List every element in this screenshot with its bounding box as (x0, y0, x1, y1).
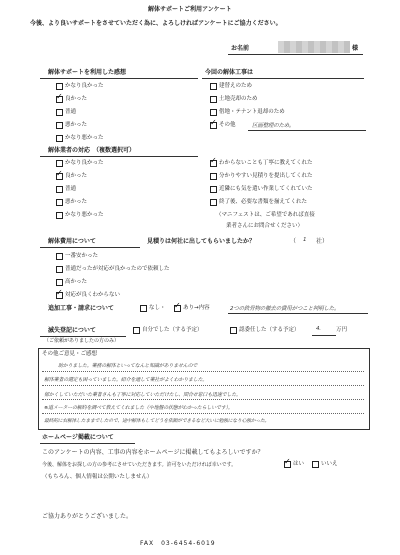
checkbox-checked[interactable] (56, 292, 63, 299)
opinion-heading: その他ご意見・ご感想 (42, 351, 98, 357)
contractor-rule (40, 156, 198, 157)
estimate-unit: 社） (316, 238, 329, 245)
opinion-text-line: 最終的に右解体したままでしたので、途中解体もしてどうを依頼ができるなど大いに勉強になり心強かった。 (44, 419, 270, 424)
checkbox[interactable] (210, 96, 217, 103)
checkbox[interactable] (56, 199, 63, 206)
name-redacted (278, 41, 350, 53)
checkbox[interactable] (56, 122, 63, 129)
contractor-right-option-3[interactable]: 終了後、必要な書類を揃えてくれた (210, 199, 307, 206)
homepage-heading: ホームページ掲載について (42, 434, 114, 441)
fax-number: FAX 03-6454-6019 (140, 540, 216, 547)
registration-self-option[interactable]: 自分でした（する予定） (133, 327, 203, 334)
survey-intro: 今後、より良いサポートをさせていただく為に、よろしければアンケートにご協力ください。 (30, 20, 282, 27)
homepage-question: このアンケートの内容、工事の内容をホームページに掲載してもよろしいですか？ (42, 449, 264, 456)
extra-heading: 追加工事・請求について (48, 305, 114, 312)
satisfaction-option-1[interactable]: ✓ 良かった (56, 96, 87, 103)
checkbox[interactable] (312, 461, 319, 468)
reason-option-1[interactable]: 土地売却のため (210, 96, 258, 103)
contractor-option-4[interactable]: かなり悪かった (56, 212, 104, 219)
homepage-note: 今後、解体をお探しの方の参考にさせていただきます。許可をいただければ幸いです。 (42, 462, 237, 468)
extra-none-option[interactable]: なし・ (140, 305, 166, 312)
homepage-rule (40, 443, 135, 444)
estimate-open: （ (290, 238, 297, 245)
satisfaction-heading: 解体サポートを利用した感想 (48, 69, 127, 76)
opinion-line-rule (42, 371, 364, 372)
checkbox[interactable] (56, 135, 63, 142)
satisfaction-option-4[interactable]: かなり悪かった (56, 135, 104, 142)
checkbox[interactable] (56, 266, 63, 273)
contractor-right-option-2[interactable]: 近隣にも気を遣い作業してくれていた (210, 186, 313, 193)
opinion-text-line: 郁かくしていただいた業者さんも丁寧に対応していただけたし、問合せ窓口も迅速でした。 (44, 392, 241, 398)
reason-rule (202, 78, 364, 79)
registration-amount: 4. (316, 326, 321, 332)
checkbox[interactable] (133, 327, 140, 334)
checkbox-checked[interactable] (174, 305, 181, 312)
cost-option-0[interactable]: 一番安かった (56, 253, 98, 260)
cost-heading: 解体費用について (48, 238, 96, 245)
reason-option-0[interactable]: 建替えのため (210, 83, 252, 90)
registration-heading: 滅失登記について (48, 327, 96, 334)
reason-heading: 今回の解体工事は (205, 69, 254, 76)
opinion-line-rule (42, 399, 364, 400)
cost-rule (40, 247, 140, 248)
estimate-question: 見積りは何社に出してもらいましたか？ (147, 238, 256, 245)
opinion-line-rule (42, 385, 364, 386)
checkbox[interactable] (56, 109, 63, 116)
cost-option-1[interactable]: 普通だったが対応が良かったので依頼した (56, 266, 170, 273)
opinion-text-line: 助かりました。業務の解体といってなんと知識がありませんので (58, 363, 198, 369)
closing-message: ご協力ありがとうございました。 (42, 513, 133, 520)
reason-other-text: 区画整理のため。 (252, 123, 295, 129)
satisfaction-option-3[interactable]: 悪かった (56, 122, 87, 129)
checkbox[interactable] (56, 253, 63, 260)
name-underline (228, 54, 363, 55)
checkbox[interactable] (210, 186, 217, 193)
contractor-heading: 解体業者の対応 （複数選択可） (48, 147, 136, 154)
homepage-yes-option[interactable]: ✓ はい (284, 461, 304, 468)
checkbox[interactable] (56, 160, 63, 167)
checkbox-checked[interactable] (210, 122, 217, 129)
cost-option-2[interactable]: 高かった (56, 279, 87, 286)
registration-entrust-option[interactable]: 認委任した（する予定） (230, 327, 300, 334)
satisfaction-option-2[interactable]: 普通 (56, 109, 76, 116)
checkbox-checked[interactable] (56, 173, 63, 180)
checkbox[interactable] (210, 109, 217, 116)
checkbox[interactable] (56, 83, 63, 90)
extra-has-option[interactable]: ✓ あり→内容 (174, 305, 210, 312)
satisfaction-rule (40, 78, 198, 79)
registration-sub: （ご依頼がありましたの方のみ） (44, 338, 120, 344)
opinion-line-rule (42, 413, 364, 414)
registration-amount-unit: 万円 (336, 327, 348, 333)
survey-title: 解体サポートご利用アンケート (148, 6, 232, 13)
reason-option-3[interactable]: ✓ その他 (210, 122, 236, 129)
name-label: お名前 (231, 45, 250, 52)
reason-option-2[interactable]: 借地・テナント退却のため (210, 109, 285, 116)
checkbox[interactable] (56, 186, 63, 193)
contractor-option-0[interactable]: かなり良かった (56, 160, 104, 167)
opinion-text-line: ※道メーターの解約を調べて教えてくれました（や地盤の状態がわかったらしいです）。 (44, 405, 233, 411)
checkbox-checked[interactable] (56, 96, 63, 103)
homepage-no-option[interactable]: いいえ (312, 461, 338, 468)
checkbox[interactable] (56, 279, 63, 286)
satisfaction-option-0[interactable]: かなり良かった (56, 83, 104, 90)
registration-rule (40, 336, 126, 337)
estimate-count: 1 (303, 237, 307, 243)
reason-other-underline (248, 130, 366, 131)
checkbox[interactable] (56, 212, 63, 219)
name-suffix: 様 (352, 45, 359, 52)
registration-amount-underline (312, 335, 336, 336)
cost-option-3[interactable]: ✓ 対応が良くわからない (56, 292, 120, 299)
extra-detail-underline (228, 313, 368, 314)
checkbox-checked[interactable] (210, 160, 217, 167)
checkbox-checked[interactable] (284, 461, 291, 468)
opinion-text-line: 解体業者の選定も困っていました。紹介を通して業社がよくわかりました。 (44, 377, 208, 383)
contractor-option-1[interactable]: ✓ 良かった (56, 173, 87, 180)
contractor-option-2[interactable]: 普通 (56, 186, 76, 193)
checkbox[interactable] (140, 305, 147, 312)
extra-detail: 2つの鉄骨物の撤去の費用がつこと判明した。 (230, 306, 340, 312)
contractor-right-option-0[interactable]: ✓ わからないことも丁寧に教えてくれた (210, 160, 313, 167)
checkbox[interactable] (210, 199, 217, 206)
checkbox[interactable] (210, 173, 217, 180)
checkbox[interactable] (210, 83, 217, 90)
contractor-right-option-1[interactable]: 分かりやすい見積りを提出してくれた (210, 173, 313, 180)
checkbox[interactable] (230, 327, 237, 334)
manifest-note-1: （マニフェストは、ご希望であれば直接 (216, 212, 315, 218)
contractor-option-3[interactable]: 悪かった (56, 199, 87, 206)
homepage-privacy: （もちろん、個人情報は公開いたしません） (42, 474, 153, 480)
manifest-note-2: 業者さんにお問合せください） (226, 223, 304, 229)
